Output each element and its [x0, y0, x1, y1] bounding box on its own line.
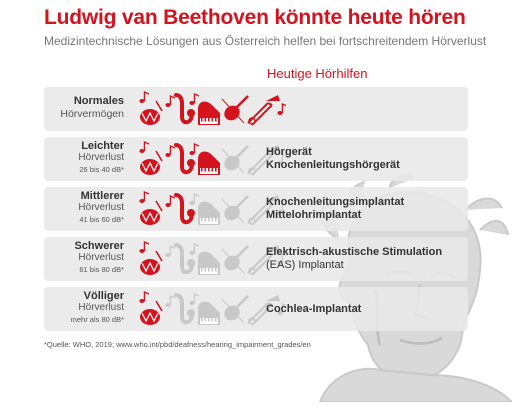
violin-icon — [221, 96, 248, 123]
piano-icon — [189, 294, 220, 325]
instrument-icons — [136, 90, 286, 128]
category-range: 41 bis 60 dB* — [79, 215, 124, 224]
category-label: Normales — [73, 95, 124, 107]
hearing-row-mild — [44, 137, 468, 181]
piano-icon — [189, 94, 220, 125]
hearing-category — [44, 141, 124, 175]
hearing-category — [44, 291, 124, 325]
hearing-category — [44, 241, 124, 275]
page-subtitle: Medizintechnische Lösungen aus Österreich helfen bei fortschreitendem Hörverlust — [44, 34, 487, 48]
hearing-row-profound — [44, 287, 468, 331]
solution-text — [266, 246, 442, 272]
column-heading: Heutige Hörhilfen — [267, 66, 368, 81]
category-sublabel: Hörverlust — [78, 152, 124, 163]
solution-text — [266, 146, 400, 172]
solution-text — [266, 303, 361, 316]
instrument-icons — [136, 240, 286, 278]
category-sublabel: Hörverlust — [78, 302, 124, 313]
instrument-icons — [136, 140, 286, 178]
category-range: 26 bis 40 dB* — [79, 165, 124, 174]
drum-icon — [139, 192, 162, 225]
hearing-category — [44, 191, 124, 225]
solution-line-1: Knochenleitungsimplantat — [266, 196, 405, 208]
drum-icon — [139, 92, 162, 125]
solution-text — [266, 196, 404, 222]
saxophone-icon — [165, 295, 195, 322]
hearing-row-severe — [44, 237, 468, 281]
violin-icon — [221, 246, 248, 273]
hearing-row-normal — [44, 87, 468, 131]
trombone-icon — [248, 95, 286, 125]
category-label: Leichter — [81, 140, 124, 152]
drum-icon — [139, 292, 162, 325]
solution-line-2: Knochenleitungshörgerät — [266, 159, 400, 171]
instrument-icons — [136, 190, 286, 228]
violin-icon — [221, 296, 248, 323]
category-label: Mittlerer — [80, 190, 124, 202]
solution-line-2: Mittelohrimplantat — [266, 209, 362, 221]
violin-icon — [221, 196, 248, 223]
category-range: mehr als 80 dB* — [70, 315, 124, 324]
saxophone-icon — [165, 245, 195, 272]
hearing-row-moderate — [44, 187, 468, 231]
saxophone-icon — [165, 95, 195, 122]
violin-icon — [221, 146, 248, 173]
solution-line-2: (EAS) Implantat — [266, 259, 344, 271]
drum-icon — [139, 142, 162, 175]
page-title: Ludwig van Beethoven könnte heute hören — [44, 6, 466, 29]
drum-icon — [139, 242, 162, 275]
hearing-category — [44, 95, 124, 121]
piano-icon — [189, 144, 220, 175]
category-sublabel: Hörvermögen — [60, 108, 124, 120]
footnote: *Quelle: WHO, 2019; www.who.int/pbd/deafness/hearing_impairment_grades/en — [44, 340, 311, 349]
solution-line-1: Cochlea-Implantat — [266, 303, 362, 315]
category-range: 61 bis 80 dB* — [79, 265, 124, 274]
category-sublabel: Hörverlust — [78, 252, 124, 263]
category-label: Schwerer — [74, 240, 124, 252]
category-label: Völliger — [83, 290, 124, 302]
saxophone-icon — [165, 195, 195, 222]
instrument-icons — [136, 290, 286, 328]
piano-icon — [189, 194, 220, 225]
category-sublabel: Hörverlust — [78, 202, 124, 213]
saxophone-icon — [165, 145, 195, 172]
solution-line-1: Elektrisch-akustische Stimulation — [266, 246, 443, 258]
piano-icon — [189, 244, 220, 275]
solution-line-1: Hörgerät — [266, 146, 312, 158]
